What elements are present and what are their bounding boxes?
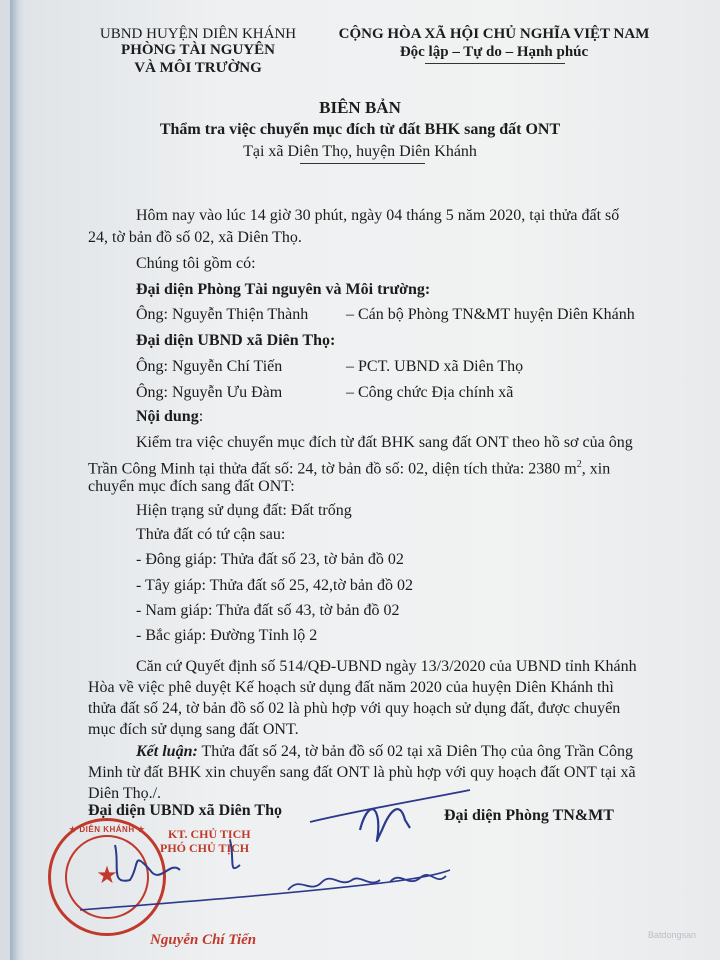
motto-underline (425, 63, 565, 64)
content-heading (136, 407, 203, 427)
content-line-1: Kiểm tra việc chuyển mục đích từ đất BHK sang đất ONT theo hồ sơ của ông (136, 434, 633, 451)
conclusion-line-1 (136, 742, 633, 762)
content-line-2 (88, 455, 610, 479)
content-heading-label: Nội dung (136, 408, 199, 425)
stamp-role-line-1: KT. CHỦ TỊCH (168, 827, 251, 841)
rep2-person2-role: – Công chức Địa chính xã (346, 384, 514, 401)
basis-line-4: mục đích sử dụng sang đất ONT. (88, 721, 299, 738)
border-west: - Tây giáp: Thửa đất số 25, 42,tờ bản đồ 02 (136, 577, 413, 594)
stamp-role-line-2: PHÓ CHỦ TỊCH (160, 841, 250, 855)
rep2-person2-name: Ông: Nguyễn Ưu Đàm (136, 384, 283, 401)
agency-name: UBND HUYỆN DIÊN KHÁNH (99, 26, 297, 42)
border-east: - Đông giáp: Thửa đất số 23, tờ bản đồ 02 (136, 551, 404, 568)
area-unit-superscript: 2 (576, 459, 582, 470)
department-name-line1: PHÒNG TÀI NGUYÊN (121, 42, 275, 58)
rep2-person1-name: Ông: Nguyễn Chí Tiến (136, 358, 283, 375)
left-signatory-name: Nguyễn Chí Tiến (150, 932, 257, 948)
content-line-2-text: Trần Công Minh tại thửa đất số: 24, tờ bản đồ số: 02, diện tích thửa: 2380 m (88, 460, 577, 478)
conclusion-line-2: Minh từ đất BHK xin chuyển sang đất ONT là phù hợp với quy hoạch đất ONT tại xã (88, 764, 636, 781)
republic-heading: CỘNG HÒA XÃ HỘI CHỦ NGHĨA VIỆT NAM (338, 26, 650, 42)
seal-ring-text: ★ DIÊN KHÁNH ★ (68, 825, 145, 834)
left-signatory-title: Đại diện UBND xã Diên Thọ (88, 802, 282, 819)
content-line-3: chuyển mục đích sang đất ONT: (88, 478, 295, 495)
document-title: BIÊN BẢN (319, 98, 401, 117)
conclusion-label: Kết luận: (136, 743, 198, 760)
rep1-person-name: Ông: Nguyễn Thiện Thành (136, 306, 309, 323)
right-signatory-title: Đại diện Phòng TN&MT (444, 807, 614, 824)
title-underline (300, 163, 425, 164)
land-status: Hiện trạng sử dụng đất: Đất trống (136, 502, 352, 519)
content-line-2-end: , xin (581, 460, 611, 478)
rep1-person-role: – Cán bộ Phòng TN&MT huyện Diên Khánh (346, 306, 635, 323)
watermark: Batdongsan (648, 930, 697, 940)
seal-star-icon: ★ (96, 863, 118, 889)
conclusion-line-3: Diên Thọ./. (88, 785, 162, 802)
opening-line-1: Hôm nay vào lúc 14 giờ 30 phút, ngày 04 tháng 5 năm 2020, tại thửa đất số (136, 207, 620, 224)
members-intro: Chúng tôi gồm có: (136, 255, 256, 272)
department-name-line2: VÀ MÔI TRƯỜNG (134, 60, 262, 76)
border-north: - Bắc giáp: Đường Tỉnh lộ 2 (136, 627, 318, 644)
rep1-heading: Đại diện Phòng Tài nguyên và Môi trường: (136, 281, 431, 298)
motto: Độc lập – Tự do – Hạnh phúc (399, 44, 589, 60)
basis-line-3: thửa đất số 24, tờ bản đồ số 02 là phù hợp với quy hoạch sử dụng đất, được chuyển (88, 700, 621, 717)
borders-intro: Thửa đất có tứ cận sau: (136, 526, 286, 543)
opening-line-2: 24, tờ bản đồ số 02, xã Diên Thọ. (88, 229, 302, 246)
basis-line-2: Hòa về việc phê duyệt Kế hoạch sử dụng đất năm 2020 của huyện Diên Khánh thì (88, 679, 614, 696)
border-south: - Nam giáp: Thửa đất số 43, tờ bản đồ 02 (136, 602, 400, 619)
document-location: Tại xã Diên Thọ, huyện Diên Khánh (243, 143, 477, 160)
rep2-person1-role: – PCT. UBND xã Diên Thọ (346, 358, 524, 375)
rep2-heading: Đại diện UBND xã Diên Thọ: (136, 332, 336, 349)
conclusion-text-1: Thửa đất số 24, tờ bản đồ số 02 tại xã Diên Thọ của ông Trần Công (197, 743, 633, 760)
basis-line-1: Căn cứ Quyết định số 514/QĐ-UBND ngày 13/3/2020 của UBND tỉnh Khánh (136, 658, 637, 675)
content-heading-colon: : (198, 408, 204, 425)
document-subtitle: Thẩm tra việc chuyển mục đích từ đất BHK sang đất ONT (159, 121, 561, 138)
